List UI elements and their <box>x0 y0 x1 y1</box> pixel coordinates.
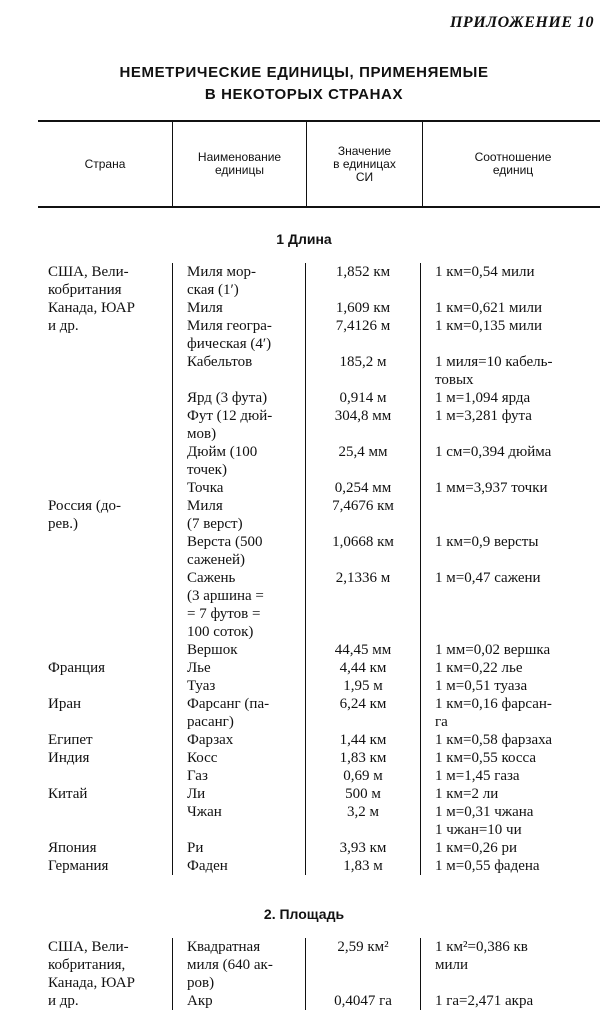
si-value-cell: 0,4047 га <box>305 992 420 1010</box>
si-value-cell: 1,44 км <box>305 731 420 749</box>
si-value-cell: 3,93 км <box>305 839 420 857</box>
header-country: Страна <box>84 156 126 171</box>
ratio-cell: 1 км=0,54 мили <box>420 263 600 299</box>
si-value-cell: 304,8 мм <box>305 407 420 443</box>
ratio-cell: 1 км=2 ли <box>420 785 600 803</box>
ratio-cell: 1 мм=3,937 точки <box>420 479 600 497</box>
unit-name-cell: Фаден <box>172 857 305 875</box>
table-row <box>38 677 600 695</box>
country-cell <box>38 803 172 839</box>
unit-name-cell: Лье <box>172 659 305 677</box>
unit-name-cell: Ри <box>172 839 305 857</box>
si-value-cell: 185,2 м <box>305 353 420 389</box>
table-row <box>38 992 600 1010</box>
country-cell <box>38 641 172 659</box>
country-cell: Китай <box>48 786 88 802</box>
area-table <box>38 938 600 1010</box>
country-cell <box>38 407 172 443</box>
unit-name-cell: Ли <box>172 785 305 803</box>
si-value-cell: 1,83 м <box>305 857 420 875</box>
unit-name-cell: Квадратная миля (640 ак- ров) <box>172 938 305 992</box>
table-row <box>38 317 600 353</box>
ratio-cell: 1 км=0,621 мили <box>420 299 600 317</box>
si-value-cell: 1,852 км <box>305 263 420 299</box>
country-cell: Индия <box>48 750 90 766</box>
unit-name-cell: Миля мор- ская (1′) <box>172 263 305 299</box>
table-row <box>38 407 600 443</box>
country-cell: Египет <box>48 732 93 748</box>
country-cell <box>38 767 172 785</box>
country-cell: и др. <box>48 993 79 1009</box>
table-row <box>38 443 600 479</box>
header-si-value: Значение в единицах СИ <box>306 122 422 206</box>
table-row <box>38 938 600 992</box>
ratio-cell: 1 км=0,26 ри <box>420 839 600 857</box>
unit-name-cell: Фарзах <box>172 731 305 749</box>
ratio-cell: 1 км²=0,386 кв мили <box>420 938 600 992</box>
ratio-cell: 1 м=1,094 ярда <box>420 389 600 407</box>
si-value-cell: 0,254 мм <box>305 479 420 497</box>
table-row <box>38 857 600 875</box>
ratio-cell <box>420 497 600 533</box>
country-cell: Иран <box>48 696 82 712</box>
table-row <box>38 659 600 677</box>
unit-name-cell: Акр <box>172 992 305 1010</box>
si-value-cell: 500 м <box>305 785 420 803</box>
country-cell <box>38 353 172 389</box>
ratio-cell: 1 км=0,135 мили <box>420 317 600 353</box>
country-cell: Франция <box>48 660 105 676</box>
si-value-cell: 6,24 км <box>305 695 420 731</box>
ratio-cell: 1 миля=10 кабель- товых <box>420 353 600 389</box>
unit-name-cell: Миля (7 верст) <box>172 497 305 533</box>
si-value-cell: 4,44 км <box>305 659 420 677</box>
country-cell: Германия <box>48 858 109 874</box>
ratio-cell: 1 га=2,471 акра <box>420 992 600 1010</box>
ratio-cell: 1 м=0,47 сажени <box>420 569 600 641</box>
table-row <box>38 479 600 497</box>
country-cell: Канада, ЮАР <box>48 300 135 316</box>
unit-name-cell: Ярд (3 фута) <box>172 389 305 407</box>
country-cell: Россия (до- рев.) <box>48 498 121 532</box>
ratio-cell: 1 км=0,58 фарзаха <box>420 731 600 749</box>
ratio-cell: 1 м=0,51 туаза <box>420 677 600 695</box>
si-value-cell: 1,83 км <box>305 749 420 767</box>
si-value-cell: 7,4676 км <box>305 497 420 533</box>
si-value-cell: 1,0668 км <box>305 533 420 569</box>
table-row <box>38 731 600 749</box>
table-row <box>38 803 600 839</box>
si-value-cell: 7,4126 м <box>305 317 420 353</box>
header-unit-name: Наименование единицы <box>172 122 306 206</box>
table-row <box>38 533 600 569</box>
table-row <box>38 353 600 389</box>
length-table <box>38 263 600 875</box>
country-cell <box>38 677 172 695</box>
ratio-cell: 1 м=3,281 фута <box>420 407 600 443</box>
unit-name-cell: Фарсанг (па- расанг) <box>172 695 305 731</box>
unit-name-cell: Газ <box>172 767 305 785</box>
table-row <box>38 695 600 731</box>
si-value-cell: 0,69 м <box>305 767 420 785</box>
si-value-cell: 25,4 мм <box>305 443 420 479</box>
table-row <box>38 569 600 641</box>
ratio-cell: 1 км=0,9 версты <box>420 533 600 569</box>
country-cell <box>38 479 172 497</box>
si-value-cell: 1,95 м <box>305 677 420 695</box>
country-cell: Япония <box>48 840 97 856</box>
unit-name-cell: Туаз <box>172 677 305 695</box>
unit-name-cell: Верста (500 саженей) <box>172 533 305 569</box>
ratio-cell: 1 м=0,55 фадена <box>420 857 600 875</box>
si-value-cell: 44,45 мм <box>305 641 420 659</box>
table-header <box>38 120 600 208</box>
country-cell <box>38 443 172 479</box>
table-row <box>38 785 600 803</box>
unit-name-cell: Вершок <box>172 641 305 659</box>
country-cell <box>38 389 172 407</box>
ratio-cell: 1 км=0,16 фарсан- га <box>420 695 600 731</box>
unit-name-cell: Сажень (3 аршина = = 7 футов = 100 соток) <box>172 569 305 641</box>
table-row <box>38 641 600 659</box>
country-cell: США, Вели- кобритания <box>48 264 129 298</box>
ratio-cell: 1 см=0,394 дюйма <box>420 443 600 479</box>
table-row <box>38 749 600 767</box>
si-value-cell: 2,1336 м <box>305 569 420 641</box>
unit-name-cell: Фут (12 дюй- мов) <box>172 407 305 443</box>
table-row <box>38 767 600 785</box>
country-cell <box>38 569 172 641</box>
unit-name-cell: Дюйм (100 точек) <box>172 443 305 479</box>
unit-name-cell: Миля <box>172 299 305 317</box>
appendix-label: ПРИЛОЖЕНИЕ 10 <box>449 14 594 31</box>
si-value-cell: 2,59 км² <box>305 938 420 992</box>
country-cell <box>38 533 172 569</box>
ratio-cell: 1 м=0,31 чжана 1 чжан=10 чи <box>420 803 600 839</box>
table-row <box>38 389 600 407</box>
page-title: НЕМЕТРИЧЕСКИЕ ЕДИНИЦЫ, ПРИМЕНЯЕМЫЕ В НЕКОТОРЫХ СТРАНАХ <box>119 64 489 103</box>
country-cell: США, Вели- кобритания, Канада, ЮАР <box>48 939 135 991</box>
section-title-length: 1 Длина <box>276 231 332 247</box>
ratio-cell: 1 км=0,22 лье <box>420 659 600 677</box>
unit-name-cell: Кабельтов <box>172 353 305 389</box>
table-row <box>38 497 600 533</box>
si-value-cell: 0,914 м <box>305 389 420 407</box>
unit-name-cell: Точка <box>172 479 305 497</box>
ratio-cell: 1 мм=0,02 вершка <box>420 641 600 659</box>
si-value-cell: 3,2 м <box>305 803 420 839</box>
si-value-cell: 1,609 км <box>305 299 420 317</box>
ratio-cell: 1 км=0,55 косса <box>420 749 600 767</box>
unit-name-cell: Косс <box>172 749 305 767</box>
ratio-cell: 1 м=1,45 газа <box>420 767 600 785</box>
table-row <box>38 299 600 317</box>
unit-name-cell: Миля геогра- фическая (4′) <box>172 317 305 353</box>
table-row <box>38 263 600 299</box>
country-cell: и др. <box>48 318 79 334</box>
unit-name-cell: Чжан <box>172 803 305 839</box>
table-row <box>38 839 600 857</box>
header-ratio: Соотношение единиц <box>422 122 603 206</box>
section-title-area: 2. Площадь <box>263 906 345 922</box>
